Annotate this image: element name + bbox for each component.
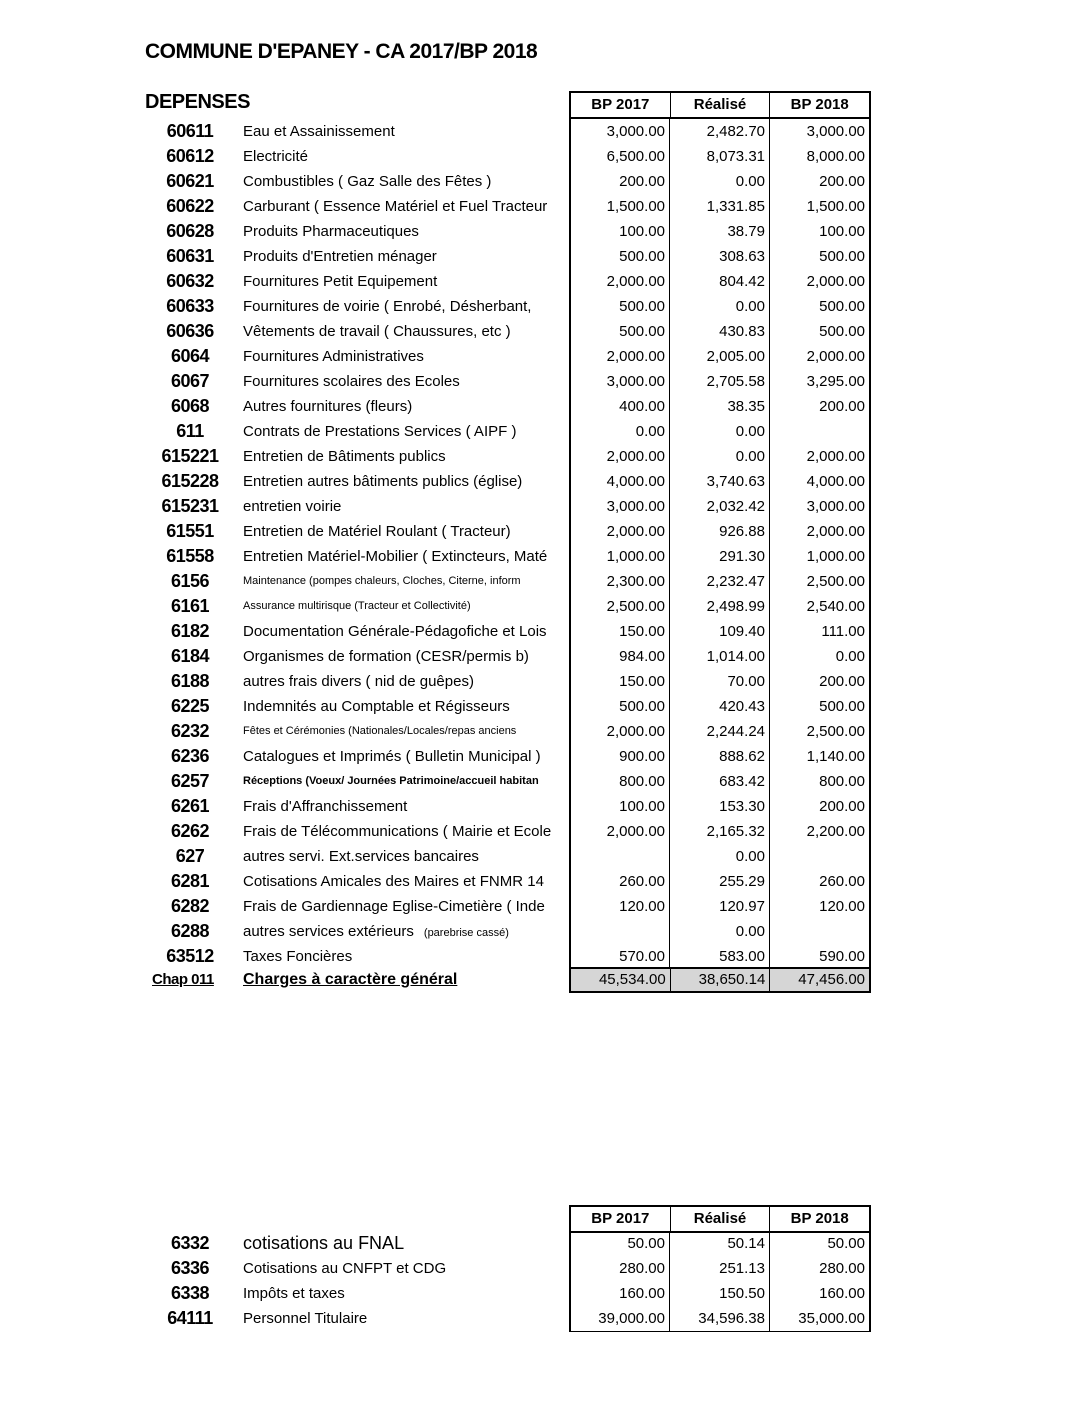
- row-label: [243, 144, 568, 169]
- row-label-text: Carburant ( Essence Matériel et Fuel Tracteur: [243, 198, 548, 215]
- table-row: [0, 319, 1088, 344]
- column-header-2-bp2018: BP 2018: [769, 1207, 869, 1231]
- cell-realise: 0.00: [669, 169, 769, 194]
- cell-realise: 0.00: [669, 294, 769, 319]
- column-header-2-realise: Réalisé: [670, 1207, 770, 1231]
- cell-bp2017: 1,000.00: [569, 544, 669, 569]
- cell-bp2018: 2,000.00: [769, 269, 871, 294]
- row-label: [243, 169, 568, 194]
- row-label-text: Fêtes et Cérémonies (Nationales/Locales/repas anciens: [243, 725, 517, 737]
- cell-realise: 1,331.85: [669, 194, 769, 219]
- row-label-text: Eau et Assainissement: [243, 123, 395, 140]
- table-row: [0, 269, 1088, 294]
- cell-bp2017: 1,500.00: [569, 194, 669, 219]
- row-code: 6236: [170, 746, 210, 766]
- cell-realise: 804.42: [669, 269, 769, 294]
- table-bottom-border: [569, 1331, 871, 1332]
- row-label-text: Impôts et taxes: [243, 1285, 345, 1302]
- cell-realise: 888.62: [669, 744, 769, 769]
- row-label-text: Frais de Gardiennage Eglise-Cimetière ( Inde: [243, 898, 545, 915]
- row-code: 64111: [167, 1308, 213, 1328]
- cell-bp2017: 2,000.00: [569, 519, 669, 544]
- cell-bp2018: 3,000.00: [769, 494, 871, 519]
- cell-bp2017: 150.00: [569, 619, 669, 644]
- cell-bp2018: 35,000.00: [769, 1306, 871, 1331]
- row-label-text: Personnel Titulaire: [243, 1310, 368, 1327]
- row-code: 6068: [170, 396, 210, 416]
- cell-bp2017: 150.00: [569, 669, 669, 694]
- cell-bp2018: 590.00: [769, 944, 871, 969]
- table-row: [0, 719, 1088, 744]
- row-label: [243, 469, 568, 494]
- table-row: [0, 1281, 1088, 1306]
- row-code: 6281: [170, 871, 210, 891]
- row-label-text: Entretien Matériel-Mobilier ( Extincteurs, Maté: [243, 548, 548, 565]
- table-row: [0, 294, 1088, 319]
- cell-bp2017: 2,000.00: [569, 269, 669, 294]
- cell-bp2017: 500.00: [569, 244, 669, 269]
- total-values: [569, 967, 871, 993]
- row-label: [243, 619, 568, 644]
- row-code: 6182: [170, 621, 210, 641]
- row-label-text: Produits Pharmaceutiques: [243, 223, 419, 240]
- cell-bp2017: 400.00: [569, 394, 669, 419]
- cell-realise: 153.30: [669, 794, 769, 819]
- table-row: [0, 494, 1088, 519]
- cell-realise: 38.79: [669, 219, 769, 244]
- cell-bp2017: 200.00: [569, 169, 669, 194]
- cell-bp2018: 500.00: [769, 319, 871, 344]
- cell-bp2017: 500.00: [569, 319, 669, 344]
- row-label-text: Autres fournitures (fleurs): [243, 398, 413, 415]
- cell-realise: 2,482.70: [669, 119, 769, 144]
- row-code: 6338: [170, 1283, 210, 1303]
- row-label: [243, 669, 568, 694]
- cell-bp2018: 120.00: [769, 894, 871, 919]
- row-code: 6332: [170, 1233, 210, 1253]
- cell-realise: 420.43: [669, 694, 769, 719]
- row-label: [243, 894, 568, 919]
- cell-bp2018: 2,500.00: [769, 569, 871, 594]
- table-row: [0, 369, 1088, 394]
- cell-bp2018: 500.00: [769, 294, 871, 319]
- row-code: 63512: [166, 946, 214, 966]
- cell-bp2017: 3,000.00: [569, 119, 669, 144]
- cell-bp2017: 100.00: [569, 219, 669, 244]
- cell-realise: 2,232.47: [669, 569, 769, 594]
- column-header-bp2018: BP 2018: [769, 93, 869, 117]
- row-label: [243, 219, 568, 244]
- row-label-text: Combustibles ( Gaz Salle des Fêtes ): [243, 173, 492, 190]
- row-label: [243, 194, 568, 219]
- table-row: [0, 794, 1088, 819]
- row-label: [243, 444, 568, 469]
- cell-bp2018: 800.00: [769, 769, 871, 794]
- cell-bp2018: 111.00: [769, 619, 871, 644]
- cell-realise: 255.29: [669, 869, 769, 894]
- cell-bp2018: 1,140.00: [769, 744, 871, 769]
- row-label: [243, 369, 568, 394]
- row-label-text: Vêtements de travail ( Chaussures, etc ): [243, 323, 511, 340]
- cell-realise: 2,498.99: [669, 594, 769, 619]
- row-code: 60628: [166, 221, 214, 241]
- row-code: 615221: [161, 446, 219, 466]
- column-header-bp2017: BP 2017: [591, 96, 650, 113]
- table-row: [0, 469, 1088, 494]
- row-code: 6262: [170, 821, 210, 841]
- table-row: [0, 569, 1088, 594]
- cell-bp2018: 4,000.00: [769, 469, 871, 494]
- cell-bp2018: [769, 419, 871, 444]
- cell-bp2017: 500.00: [569, 294, 669, 319]
- row-label: [243, 719, 568, 744]
- cell-bp2018: 500.00: [769, 244, 871, 269]
- row-label-text: Frais de Télécommunications ( Mairie et Ecole: [243, 823, 552, 840]
- cell-realise: 0.00: [669, 844, 769, 869]
- row-label: [243, 694, 568, 719]
- cell-bp2017: 100.00: [569, 794, 669, 819]
- cell-bp2018: 260.00: [769, 869, 871, 894]
- row-label: [243, 819, 568, 844]
- table-row: [0, 1231, 1088, 1256]
- cell-bp2018: 200.00: [769, 394, 871, 419]
- cell-bp2018: 2,000.00: [769, 344, 871, 369]
- row-code: 6288: [170, 921, 210, 941]
- cell-realise: 2,244.24: [669, 719, 769, 744]
- row-code: 615228: [161, 471, 219, 491]
- row-code: 60612: [166, 146, 214, 166]
- cell-bp2017: 3,000.00: [569, 369, 669, 394]
- row-code: 6067: [170, 371, 210, 391]
- row-code: 6336: [170, 1258, 210, 1278]
- row-label-text: Entretien de Matériel Roulant ( Tracteur): [243, 523, 511, 540]
- row-label-text: cotisations au FNAL: [243, 1233, 405, 1253]
- cell-bp2017: 984.00: [569, 644, 669, 669]
- cell-bp2018: 160.00: [769, 1281, 871, 1306]
- row-label: [243, 544, 568, 569]
- table-row: [0, 769, 1088, 794]
- table-row: [0, 869, 1088, 894]
- table-row: [0, 744, 1088, 769]
- row-label-text: Documentation Générale-Pédagofiche et Lois: [243, 623, 547, 640]
- row-code: 6161: [170, 596, 210, 616]
- cell-bp2018: 200.00: [769, 794, 871, 819]
- row-label-text: Taxes Foncières: [243, 948, 353, 965]
- cell-bp2018: 2,000.00: [769, 519, 871, 544]
- row-code: 6156: [170, 571, 210, 591]
- row-label: [243, 1231, 568, 1256]
- cell-realise: 150.50: [669, 1281, 769, 1306]
- column-header-2: [569, 1205, 871, 1233]
- total-code: Chap 011: [152, 971, 214, 988]
- row-label: [243, 519, 568, 544]
- row-label-text: Cotisations au CNFPT et CDG: [243, 1260, 447, 1277]
- cell-bp2017: [569, 919, 669, 944]
- row-label: [243, 419, 568, 444]
- cell-bp2017: 2,000.00: [569, 819, 669, 844]
- cell-realise: 430.83: [669, 319, 769, 344]
- row-label: [243, 294, 568, 319]
- cell-bp2018: 200.00: [769, 169, 871, 194]
- cell-bp2017: 39,000.00: [569, 1306, 669, 1331]
- cell-bp2017: 500.00: [569, 694, 669, 719]
- cell-bp2017: 120.00: [569, 894, 669, 919]
- row-label-text: Electricité: [243, 148, 309, 165]
- row-code: 6184: [170, 646, 210, 666]
- row-label-text: Catalogues et Imprimés ( Bulletin Municipal ): [243, 748, 541, 765]
- row-label-text: Entretien autres bâtiments publics (église): [243, 473, 523, 490]
- cell-bp2017: 4,000.00: [569, 469, 669, 494]
- cell-bp2017: 900.00: [569, 744, 669, 769]
- total-label: Charges à caractère général: [243, 971, 458, 988]
- cell-realise: 583.00: [669, 944, 769, 969]
- row-label-text: entretien voirie: [243, 498, 342, 515]
- cell-realise: 2,165.32: [669, 819, 769, 844]
- table-row: [0, 144, 1088, 169]
- row-code: 60611: [166, 121, 214, 141]
- row-label-text: Fournitures Petit Equipement: [243, 273, 438, 290]
- table-row: [0, 894, 1088, 919]
- row-label: [243, 319, 568, 344]
- row-label-text: Fournitures Administratives: [243, 348, 424, 365]
- cell-bp2018: 3,295.00: [769, 369, 871, 394]
- cell-bp2018: 2,500.00: [769, 719, 871, 744]
- row-label: [243, 244, 568, 269]
- column-header: [569, 91, 871, 119]
- row-code: 6261: [170, 796, 210, 816]
- table-row: [0, 669, 1088, 694]
- cell-bp2017: 0.00: [569, 419, 669, 444]
- table-row: [0, 694, 1088, 719]
- cell-bp2017: 160.00: [569, 1281, 669, 1306]
- row-code: 6064: [170, 346, 210, 366]
- row-code: 60621: [166, 171, 214, 191]
- cell-bp2018: 500.00: [769, 694, 871, 719]
- row-label: [243, 394, 568, 419]
- row-label-text: autres servi. Ext.services bancaires: [243, 848, 479, 865]
- row-label-text: Fournitures de voirie ( Enrobé, Désherbant,: [243, 298, 532, 315]
- cell-realise: 2,032.42: [669, 494, 769, 519]
- cell-realise: 308.63: [669, 244, 769, 269]
- table-row: [0, 844, 1088, 869]
- row-code: 61551: [166, 521, 214, 541]
- row-label: [243, 1281, 568, 1306]
- cell-realise: 3,740.63: [669, 469, 769, 494]
- table-row: [0, 619, 1088, 644]
- cell-realise: 70.00: [669, 669, 769, 694]
- cell-realise: 38.35: [669, 394, 769, 419]
- table-row: [0, 819, 1088, 844]
- cell-bp2017: 2,300.00: [569, 569, 669, 594]
- cell-realise: 0.00: [669, 419, 769, 444]
- row-label-text: autres frais divers ( nid de guêpes): [243, 673, 474, 690]
- row-label-text: Réceptions (Voeux/ Journées Patrimoine/accueil habitan: [243, 775, 539, 787]
- cell-bp2017: 280.00: [569, 1256, 669, 1281]
- row-label: [243, 869, 568, 894]
- cell-bp2018: 50.00: [769, 1231, 871, 1256]
- row-code: 6232: [170, 721, 210, 741]
- cell-realise: 2,705.58: [669, 369, 769, 394]
- row-code: 61558: [166, 546, 214, 566]
- table-row: [0, 219, 1088, 244]
- total-row: [0, 967, 1088, 992]
- table-row: [0, 344, 1088, 369]
- cell-bp2017: 6,500.00: [569, 144, 669, 169]
- row-label: [243, 844, 568, 869]
- cell-realise: 2,005.00: [669, 344, 769, 369]
- cell-bp2018: 2,540.00: [769, 594, 871, 619]
- table-row: [0, 194, 1088, 219]
- cell-realise: 50.14: [669, 1231, 769, 1256]
- row-code: 611: [176, 421, 204, 441]
- row-label: [243, 1256, 568, 1281]
- row-label-text: Indemnités au Comptable et Régisseurs: [243, 698, 510, 715]
- table-row: [0, 644, 1088, 669]
- cell-realise: 926.88: [669, 519, 769, 544]
- row-label: [243, 744, 568, 769]
- cell-bp2018: 200.00: [769, 669, 871, 694]
- row-code: 615231: [161, 496, 219, 516]
- cell-bp2017: 2,000.00: [569, 719, 669, 744]
- row-label: [243, 919, 568, 946]
- row-label-text: Assurance multirisque (Tracteur et Collectivité): [243, 600, 471, 612]
- total-bp2018: 47,456.00: [769, 969, 869, 991]
- total-bp2017: 45,534.00: [598, 971, 666, 988]
- cell-bp2017: 570.00: [569, 944, 669, 969]
- cell-bp2017: 2,000.00: [569, 344, 669, 369]
- cell-bp2017: 2,000.00: [569, 444, 669, 469]
- row-label: [243, 569, 568, 594]
- row-code: 60633: [166, 296, 214, 316]
- row-code: 627: [175, 846, 205, 866]
- row-label-text: Cotisations Amicales des Maires et FNMR 14: [243, 873, 544, 890]
- row-label-text: Produits d'Entretien ménager: [243, 248, 437, 265]
- total-realise: 38,650.14: [670, 969, 770, 991]
- row-label-text: autres services extérieurs: [243, 923, 414, 940]
- cell-realise: 8,073.31: [669, 144, 769, 169]
- row-code: 60631: [166, 246, 214, 266]
- cell-bp2018: [769, 919, 871, 944]
- cell-bp2018: 2,200.00: [769, 819, 871, 844]
- cell-realise: 1,014.00: [669, 644, 769, 669]
- table-row: [0, 1306, 1088, 1331]
- cell-bp2017: 50.00: [569, 1231, 669, 1256]
- table-row: [0, 519, 1088, 544]
- cell-realise: 0.00: [669, 919, 769, 944]
- cell-bp2017: 260.00: [569, 869, 669, 894]
- cell-bp2017: 800.00: [569, 769, 669, 794]
- table-row: [0, 419, 1088, 444]
- row-label-text: Organismes de formation (CESR/permis b): [243, 648, 529, 665]
- table-row: [0, 1256, 1088, 1281]
- section-title: DEPENSES: [145, 91, 250, 113]
- page-title: COMMUNE D'EPANEY - CA 2017/BP 2018: [145, 40, 538, 63]
- row-label: [243, 769, 568, 794]
- cell-bp2017: 2,500.00: [569, 594, 669, 619]
- table-row: [0, 944, 1088, 969]
- cell-bp2018: 0.00: [769, 644, 871, 669]
- cell-bp2018: 3,000.00: [769, 119, 871, 144]
- cell-bp2017: 3,000.00: [569, 494, 669, 519]
- row-code: 60632: [166, 271, 214, 291]
- row-code: 6257: [170, 771, 210, 791]
- cell-realise: 683.42: [669, 769, 769, 794]
- cell-realise: 291.30: [669, 544, 769, 569]
- row-label-text: Frais d'Affranchissement: [243, 798, 408, 815]
- table-row: [0, 244, 1088, 269]
- row-label: [243, 944, 568, 969]
- row-label: [243, 344, 568, 369]
- cell-realise: 120.97: [669, 894, 769, 919]
- cell-realise: 251.13: [669, 1256, 769, 1281]
- row-label: [243, 119, 568, 144]
- row-code: 6225: [170, 696, 210, 716]
- cell-realise: 34,596.38: [669, 1306, 769, 1331]
- cell-bp2018: 2,000.00: [769, 444, 871, 469]
- row-label: [243, 794, 568, 819]
- cell-bp2018: 1,500.00: [769, 194, 871, 219]
- row-label-text: Maintenance (pompes chaleurs, Cloches, Citerne, inform: [243, 575, 521, 587]
- cell-realise: 109.40: [669, 619, 769, 644]
- cell-bp2018: 1,000.00: [769, 544, 871, 569]
- cell-bp2018: 100.00: [769, 219, 871, 244]
- table-row: [0, 394, 1088, 419]
- row-label: [243, 269, 568, 294]
- row-label-text: Entretien de Bâtiments publics: [243, 448, 446, 465]
- column-header-realise: Réalisé: [670, 93, 770, 117]
- row-code: 6282: [170, 896, 210, 916]
- cell-realise: 0.00: [669, 444, 769, 469]
- table-row: [0, 544, 1088, 569]
- row-label: [243, 1306, 568, 1331]
- cell-bp2018: [769, 844, 871, 869]
- table-row: [0, 444, 1088, 469]
- row-label: [243, 494, 568, 519]
- column-header-2-bp2017: BP 2017: [591, 1210, 650, 1227]
- row-code: 60622: [166, 196, 214, 216]
- row-label-text: Contrats de Prestations Services ( AIPF ): [243, 423, 517, 440]
- table-row: [0, 169, 1088, 194]
- table-row: [0, 594, 1088, 619]
- row-label: [243, 594, 568, 619]
- table-row: [0, 119, 1088, 144]
- cell-bp2018: 280.00: [769, 1256, 871, 1281]
- row-code: 6188: [170, 671, 210, 691]
- table-row: [0, 919, 1088, 944]
- row-code: 60636: [166, 321, 214, 341]
- cell-bp2018: 8,000.00: [769, 144, 871, 169]
- row-label-text: Fournitures scolaires des Ecoles: [243, 373, 460, 390]
- row-label: [243, 644, 568, 669]
- cell-bp2017: [569, 844, 669, 869]
- row-note: (parebrise cassé): [423, 927, 509, 939]
